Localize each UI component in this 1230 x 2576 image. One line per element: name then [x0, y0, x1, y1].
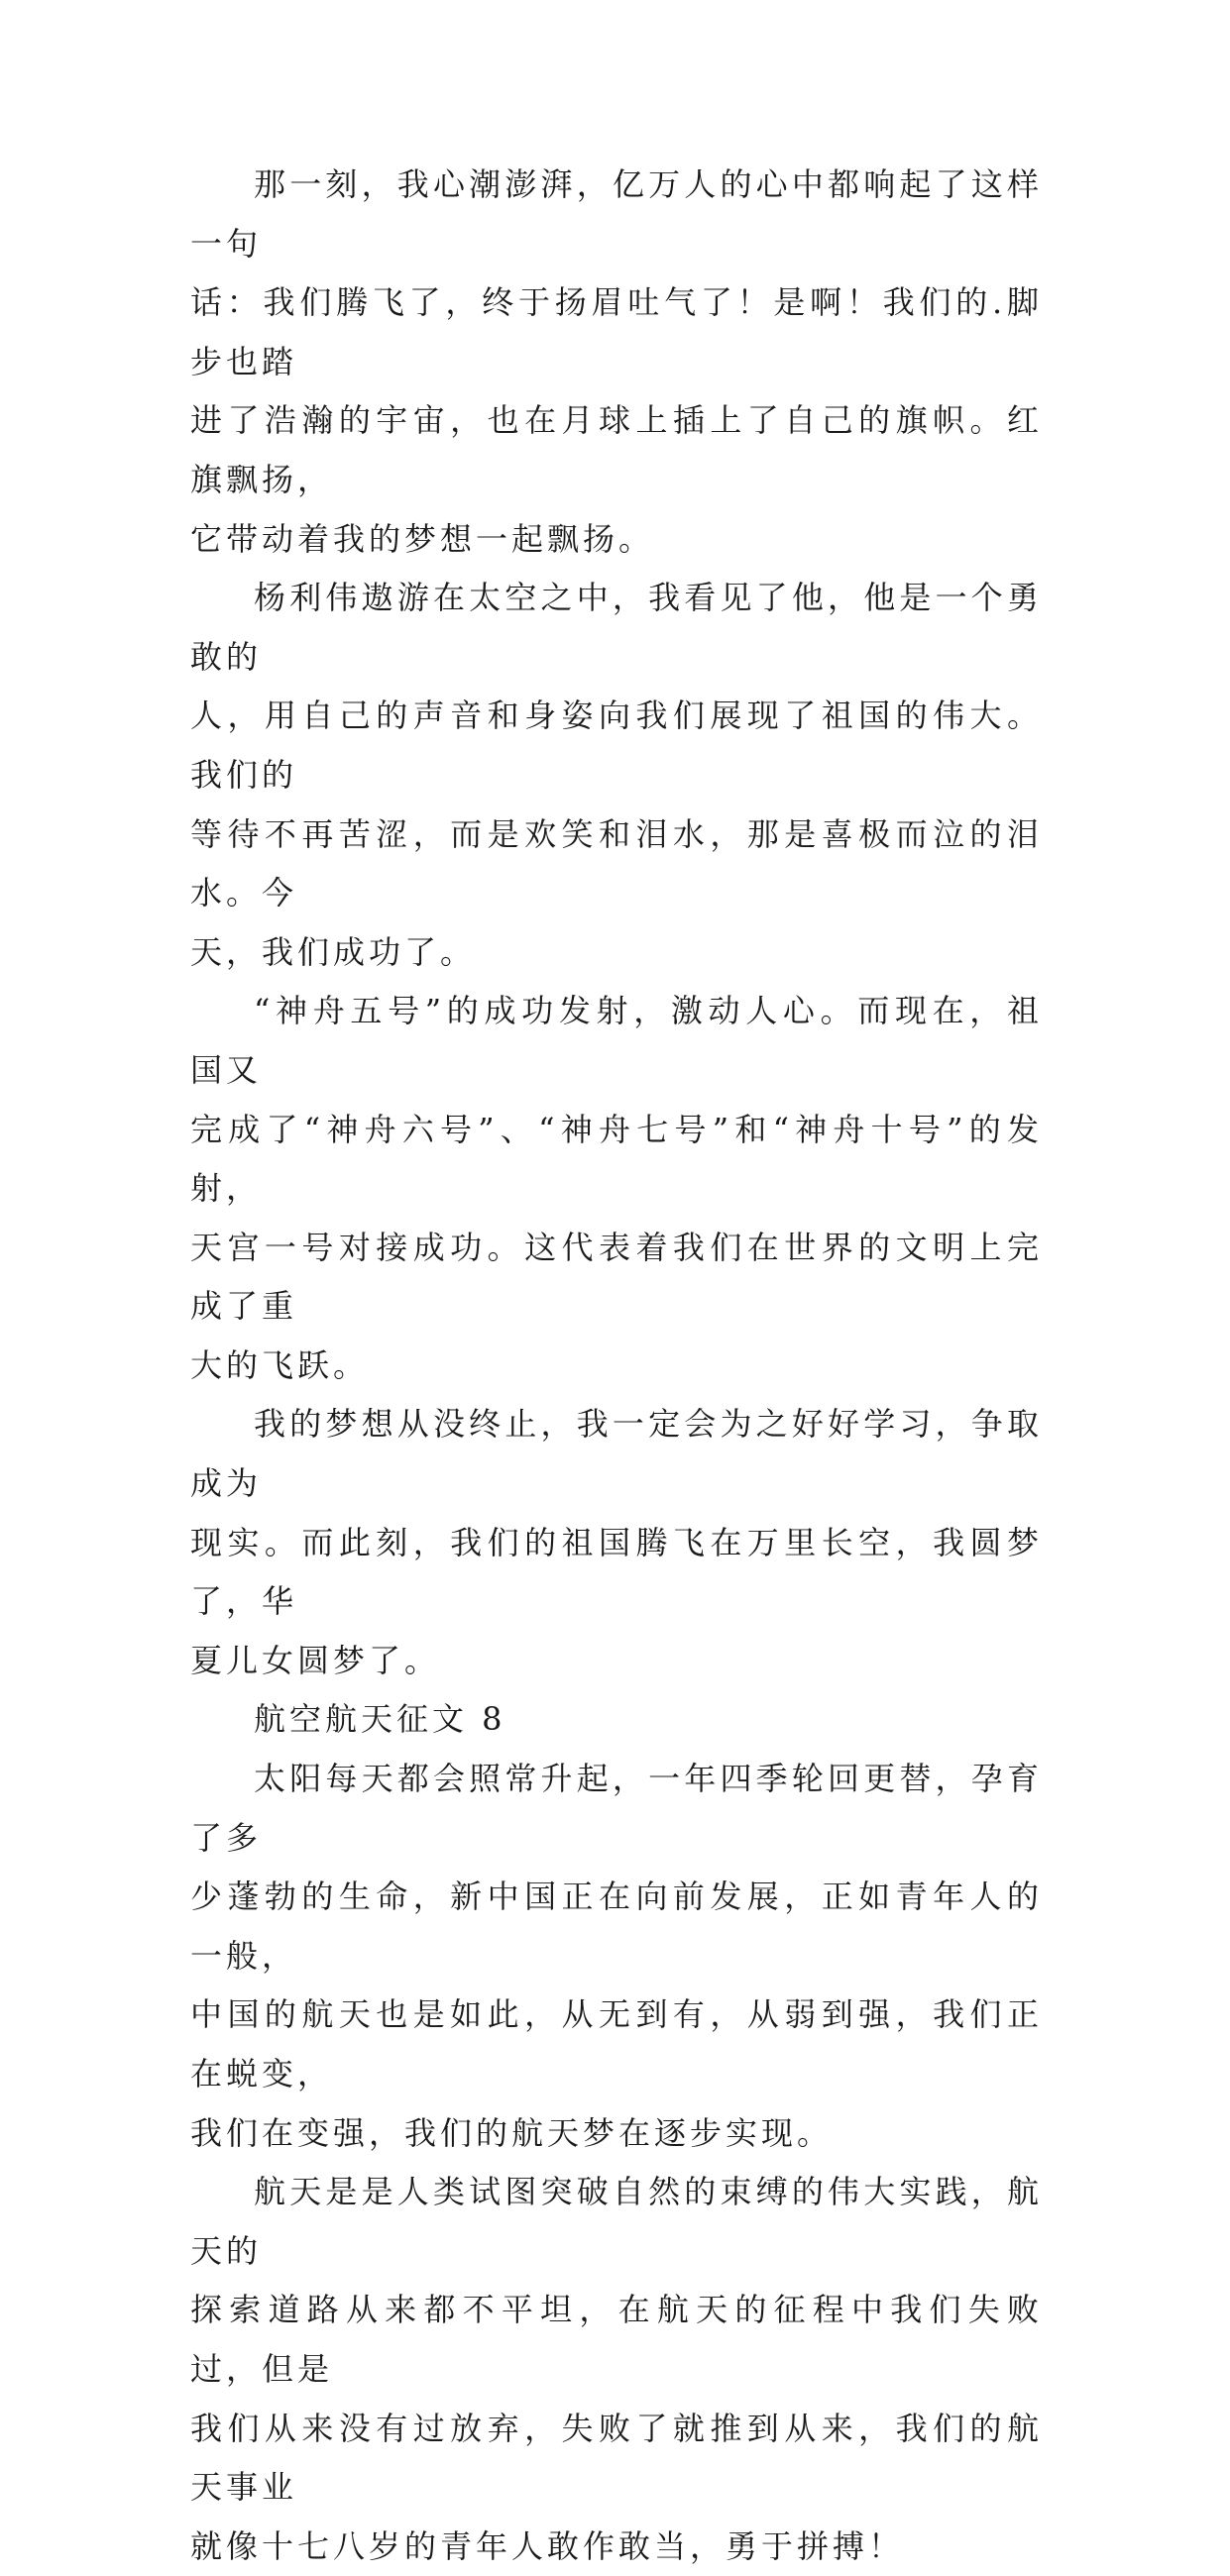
text-line: 太阳每天都会照常升起，一年四季轮回更替，孕育了多: [190, 1760, 1043, 1857]
text-line: 少蓬勃的生命，新中国正在向前发展，正如青年人的一般，: [190, 1878, 1043, 1975]
text-line: 夏儿女圆梦了。: [190, 1641, 441, 1679]
text-line: 我的梦想从没终止，我一定会为之好好学习，争取成为: [190, 1405, 1043, 1503]
text-line: 进了浩瀚的宇宙，也在月球上插上了自己的旗帜。红旗飘扬，: [190, 401, 1043, 498]
text-line: 就像十七八岁的青年人敢作敢当，勇于拼搏！: [190, 2526, 905, 2565]
paragraph: [190, 156, 1043, 569]
text-line: 现实。而此刻，我们的祖国腾飞在万里长空，我圆梦了，华: [190, 1523, 1043, 1621]
text-line: 天宫一号对接成功。这代表着我们在世界的文明上完成了重: [190, 1228, 1043, 1326]
text-line: 话：我们腾飞了，终于扬眉吐气了！是啊！我们的.脚步也踏: [190, 283, 1043, 380]
paragraph: [190, 1750, 1043, 2163]
text-line: 天，我们成功了。: [190, 932, 477, 971]
text-line: 我们在变强，我们的航天梦在逐步实现。: [190, 2113, 834, 2152]
text-line: 等待不再苦涩，而是欢笑和泪水，那是喜极而泣的泪水。今: [190, 814, 1043, 912]
text-line: 我们从来没有过放弃，失败了就推到从来，我们的航天事业: [190, 2409, 1043, 2507]
text-line: 人，用自己的声音和身姿向我们展现了祖国的伟大。我们的: [190, 697, 1043, 794]
text-line: 完成了“神舟六号”、“神舟七号”和“神舟十号”的发射，: [190, 1110, 1043, 1208]
text-line: 航天是是人类试图突破自然的束缚的伟大实践，航天的: [190, 2173, 1043, 2270]
text-line: 探索道路从来都不平坦，在航天的征程中我们失败过，但是: [190, 2291, 1043, 2388]
paragraph: [190, 1395, 1043, 1690]
text-line: 那一刻，我心潮澎湃，亿万人的心中都响起了这样一句: [190, 165, 1043, 263]
paragraph: [190, 982, 1043, 1395]
text-line: 大的飞跃。: [190, 1345, 370, 1384]
section-heading: 航空航天征文 8: [254, 1700, 506, 1739]
text-line: “神舟五号”的成功发射，激动人心。而现在，祖国又: [190, 992, 1043, 1089]
paragraph: [190, 569, 1043, 982]
paragraph: [190, 2163, 1043, 2576]
text-line: 它带动着我的梦想一起飘扬。: [190, 519, 655, 558]
text-line: 中国的航天也是如此，从无到有，从弱到强，我们正在蜕变，: [190, 1995, 1043, 2093]
text-line: 杨利伟遨游在太空之中，我看见了他，他是一个勇敢的: [190, 579, 1043, 676]
document-body: [190, 156, 1043, 2576]
